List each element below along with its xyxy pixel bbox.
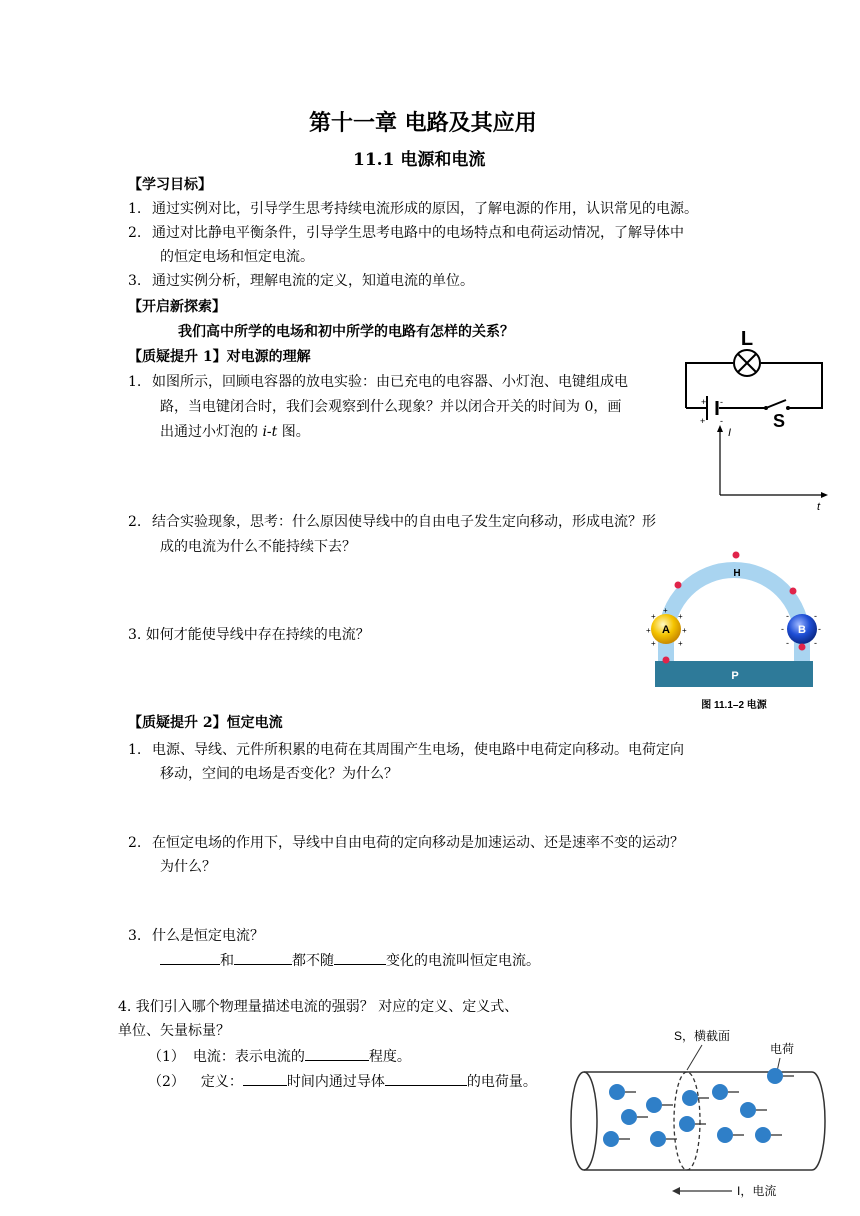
svg-text:-: - — [814, 638, 817, 648]
explore-question: 我们高中所学的电场和初中所学的电路有怎样的关系？ — [178, 324, 514, 340]
question-text: 出通过小灯泡的 — [160, 424, 263, 440]
objective-item-1 — [128, 199, 698, 219]
y-axis-arrow — [717, 425, 723, 432]
question-number: 2. — [128, 514, 142, 530]
sphere-b-label: B — [798, 624, 806, 636]
plate-label: P — [731, 670, 739, 682]
objective-item-2 — [128, 223, 684, 243]
sub-label: （1） — [148, 1049, 185, 1065]
part2-q3-fill — [160, 950, 540, 971]
question-number: 3. — [128, 928, 142, 944]
circuit-figure — [676, 328, 836, 513]
chapter-title: 第十一章 电路及其应用 — [309, 110, 537, 136]
question-text: 什么是恒定电流？ — [152, 928, 264, 944]
svg-text:+: + — [646, 626, 651, 635]
answer-blank[interactable] — [234, 950, 292, 965]
part1-q1-line2: 路，当电键闭合时，我们会观察到什么现象？并以闭合开关的时间为 0，画 — [160, 399, 622, 415]
x-axis-label: t — [817, 501, 821, 513]
part2-q1 — [128, 740, 684, 760]
fill-text: 都不随 — [292, 953, 334, 969]
part1-q1-line3 — [160, 422, 310, 442]
fill-text: 程度。 — [368, 1049, 411, 1065]
question-text: 结合实验现象，思考：什么原因使导线中的自由电子发生定向移动，形成电流？形 — [152, 514, 656, 530]
part2-q1-line2: 移动，空间的电场是否变化？为什么？ — [160, 766, 398, 782]
svg-text:+: + — [651, 639, 656, 648]
answer-blank[interactable] — [305, 1046, 369, 1061]
objective-text: 通过对比静电平衡条件，引导学生思考电路中的电场特点和电荷运动情况，了解导体中 — [152, 225, 684, 241]
question-text: 如图所示，回顾电容器的放电实验：由已充电的电容器、小灯泡、电键组成电 — [152, 374, 628, 390]
fill-text: 的电荷量。 — [466, 1074, 537, 1090]
part1-q1 — [128, 372, 628, 392]
part2-q4: 4. 我们引入哪个物理量描述电流的强弱？ 对应的定义、定义式、 — [118, 999, 519, 1015]
objective-item-2-cont: 的恒定电场和恒定电流。 — [160, 249, 314, 265]
sphere-a-label: A — [662, 624, 670, 636]
source-figure — [638, 543, 828, 718]
part2-q4-sub1 — [148, 1046, 411, 1067]
section-title: 11.1 电源和电流 — [353, 150, 486, 170]
plus-label: + — [701, 397, 707, 407]
part2-q2 — [128, 833, 684, 853]
svg-text:+: + — [678, 639, 683, 648]
svg-text:-: - — [786, 638, 789, 648]
minus-label: - — [720, 397, 723, 407]
question-text: 电源、导线、元件所积累的电荷在其周围产生电场，使电路中电荷定向移动。电荷定向 — [152, 742, 684, 758]
conductor-figure — [562, 1020, 834, 1210]
question-number: 2. — [128, 835, 142, 851]
question-number: 1. — [128, 742, 142, 758]
lamp-label: L — [740, 328, 754, 350]
question-number: 1. — [128, 374, 142, 390]
connecting-wire — [666, 570, 802, 661]
objective-item-3 — [128, 271, 474, 291]
svg-text:+: + — [682, 626, 687, 635]
part2-heading: 【质疑提升 2】恒定电流 — [128, 715, 283, 731]
it-graph-label: i-t — [262, 424, 278, 440]
part2-q3 — [128, 926, 264, 946]
svg-text:+: + — [651, 612, 656, 621]
figure-caption: 图 11.1–2 电源 — [701, 700, 767, 711]
question-text: 图。 — [277, 424, 310, 440]
current-arrowhead — [672, 1187, 680, 1195]
minus-label-2: - — [720, 416, 723, 426]
fill-text: 和 — [220, 953, 234, 969]
svg-text:+: + — [663, 606, 668, 615]
part1-q2 — [128, 512, 656, 532]
part1-q3: 3. 如何才能使导线中存在持续的电流？ — [128, 627, 370, 643]
answer-blank[interactable] — [243, 1071, 287, 1086]
part2-q2-line2: 为什么？ — [160, 859, 216, 875]
objective-number: 2. — [128, 225, 142, 241]
plus-label-2: + — [700, 416, 706, 426]
y-axis-label: I — [728, 427, 732, 439]
svg-text:-: - — [814, 611, 817, 621]
answer-blank[interactable] — [160, 950, 220, 965]
fill-text: 变化的电流叫恒定电流。 — [386, 953, 540, 969]
part1-q2-line2: 成的电流为什么不能持续下去？ — [160, 539, 356, 555]
svg-text:-: - — [786, 611, 789, 621]
objectives-heading: 【学习目标】 — [128, 177, 212, 193]
answer-blank[interactable] — [385, 1071, 467, 1086]
svg-text:+: + — [678, 612, 683, 621]
charge-label: 电荷 — [770, 1042, 795, 1056]
x-axis-arrow — [821, 492, 828, 498]
fill-text: 电流：表示电流的 — [192, 1049, 305, 1065]
current-label: I，电流 — [737, 1184, 777, 1198]
svg-text:-: - — [781, 624, 784, 634]
fill-text: 时间内通过导体 — [286, 1074, 385, 1090]
part1-heading: 【质疑提升 1】对电源的理解 — [128, 349, 311, 365]
section-pointer — [687, 1045, 702, 1070]
sub-label: （2） — [148, 1074, 185, 1090]
wire-label: H — [733, 568, 741, 579]
part2-q4-line2: 单位、矢量标量？ — [118, 1023, 230, 1039]
section-label: S，横截面 — [674, 1029, 731, 1043]
objective-text: 通过实例对比，引导学生思考持续电流形成的原因，了解电源的作用，认识常见的电源。 — [152, 201, 698, 217]
svg-text:-: - — [818, 624, 821, 634]
switch-label: S — [772, 411, 786, 431]
part2-q4-sub2 — [148, 1071, 537, 1092]
objective-number: 3. — [128, 273, 142, 289]
answer-blank[interactable] — [334, 950, 386, 965]
electron-particles — [603, 1068, 783, 1147]
question-text: 在恒定电场的作用下，导线中自由电荷的定向移动是加速运动、还是速率不变的运动？ — [152, 835, 684, 851]
objective-text: 通过实例分析，理解电流的定义，知道电流的单位。 — [152, 273, 474, 289]
objective-number: 1. — [128, 201, 142, 217]
explore-heading: 【开启新探索】 — [128, 299, 226, 315]
fill-text: 定义： — [200, 1074, 243, 1090]
